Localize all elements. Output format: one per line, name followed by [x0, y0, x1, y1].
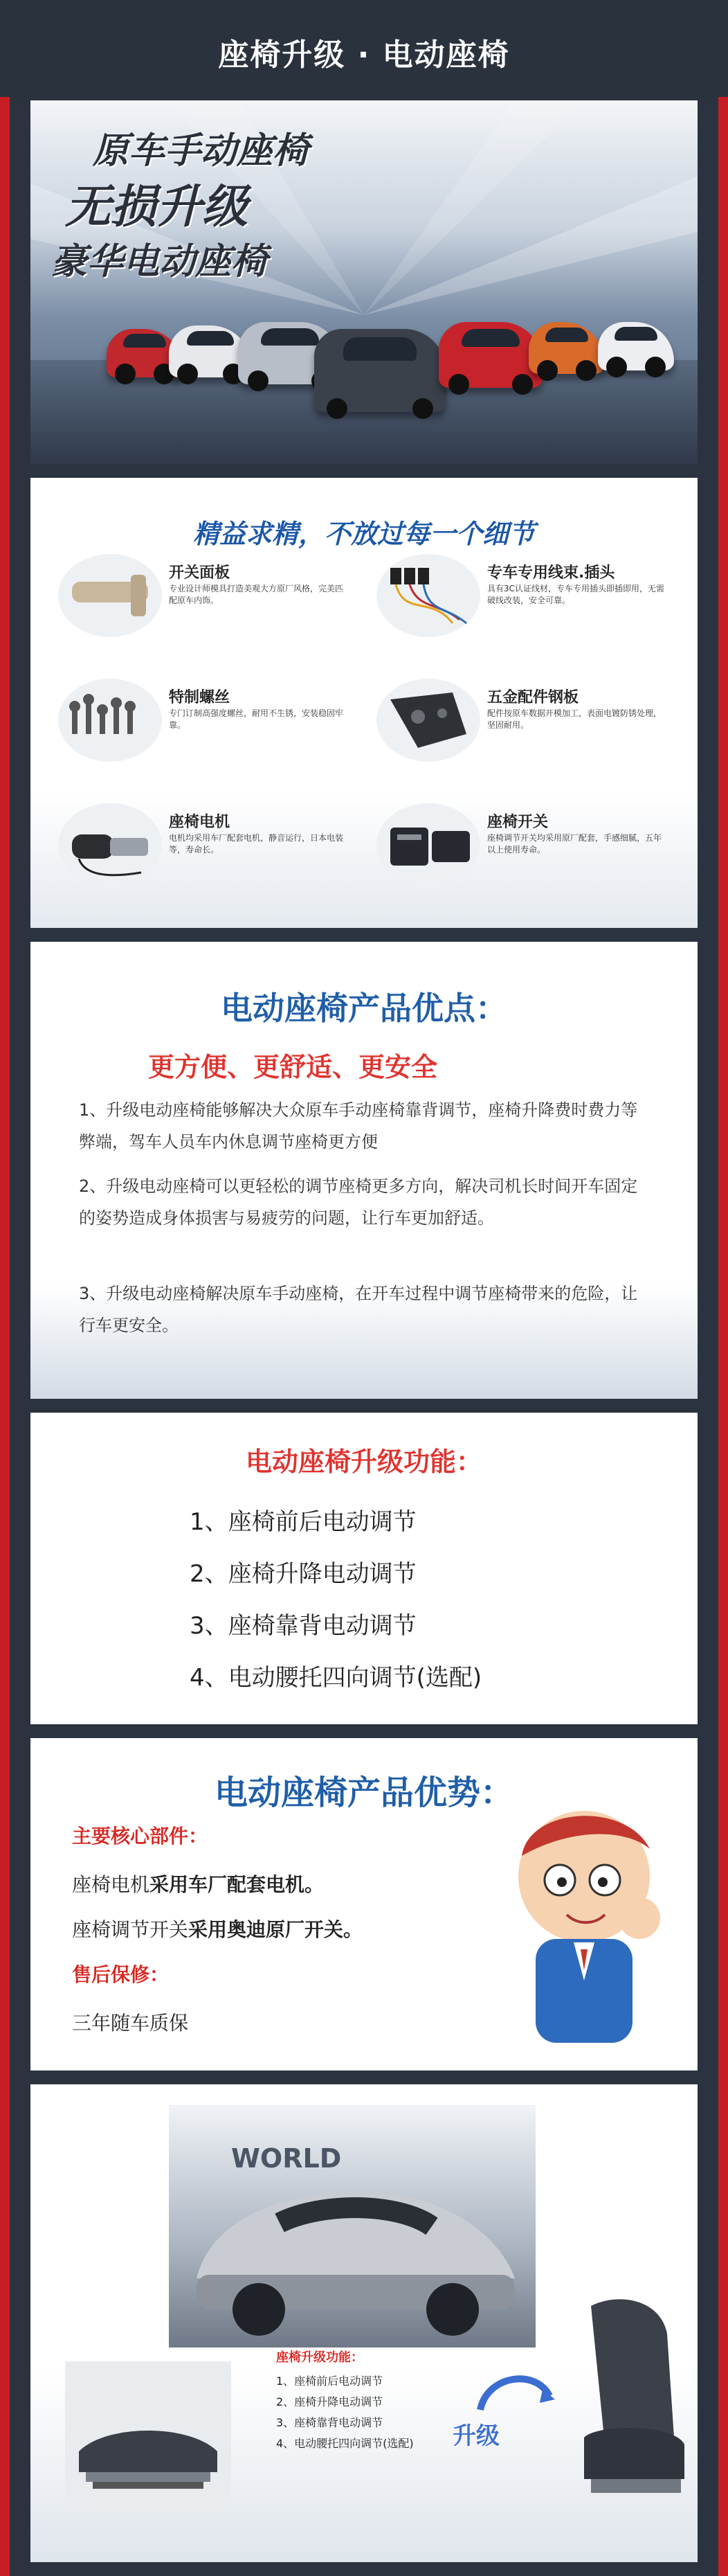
- feature-desc: 电机均采用车厂配套电机，静音运行，日本电装等，寿命长。: [169, 833, 344, 855]
- hero-banner: [30, 100, 698, 464]
- seat-motor-image: [58, 803, 162, 886]
- callout-item-2: 2、座椅升降电动调节: [276, 2395, 383, 2408]
- warranty-label: 售后保修：: [72, 1963, 170, 1986]
- car-photo: [169, 2105, 536, 2347]
- page-title: 座椅升级 · 电动座椅: [218, 37, 510, 73]
- seat-switch-image: [376, 803, 480, 886]
- feature-desc: 专业设计师模具打造美观大方原厂风格，完美匹配原车内饰。: [169, 584, 344, 605]
- feature-wiring-harness: [376, 554, 681, 637]
- motor-line: [72, 1870, 324, 1897]
- feature-screws: [58, 679, 363, 762]
- car-red-right: [439, 322, 543, 388]
- feature-title: 特制螺丝: [169, 689, 230, 706]
- switch-line: [72, 1915, 363, 1942]
- page-header: [0, 0, 728, 104]
- advantages-section: [30, 942, 698, 1399]
- motor-value: 采用车厂配套电机。: [149, 1873, 325, 1896]
- showcase-section: [30, 2084, 698, 2562]
- callout-item-1: 1、座椅前后电动调节: [276, 2374, 383, 2388]
- feature-seat-motor: [58, 803, 363, 886]
- banner-line-2: 无损升级: [65, 180, 248, 233]
- callout-item-4: 4、电动腰托四向调节(选配): [276, 2437, 414, 2450]
- feature-desc: 座椅调节开关均采用原厂配套，手感细腻，五年以上使用寿命。: [487, 833, 662, 855]
- callout-item-3: 3、座椅靠背电动调节: [276, 2416, 383, 2429]
- feature-seat-switch: [376, 803, 681, 886]
- warranty-value: 三年随车质保: [72, 2012, 189, 2034]
- upgrade-arrow-icon: [473, 2368, 556, 2417]
- feature-title: 五金配件钢板: [487, 689, 579, 706]
- function-item-3: 3、座椅靠背电动调节: [190, 1612, 417, 1640]
- banner-line-1: 原车手动座椅: [93, 130, 309, 172]
- feature-steel-plate: [376, 679, 681, 762]
- feature-desc: 配件按原车数据开模加工，表面电镀防锈处理，坚固耐用。: [487, 708, 662, 730]
- feature-title: 专车专用线束.插头: [487, 564, 615, 582]
- advantage-point-1: 1、升级电动座椅能够解决大众原车手动座椅靠背调节，座椅升降费时费力等弊端，驾车人员车内休息调节座椅更方便: [79, 1100, 638, 1152]
- functions-title: 电动座椅升级功能：: [245, 1447, 482, 1477]
- feature-switch-panel: [58, 554, 363, 637]
- function-item-2: 2、座椅升降电动调节: [190, 1560, 417, 1588]
- advantage-point-2: 2、升级电动座椅可以更轻松的调节座椅更多方向，解决司机长时间开车固定的姿势造成身体损害与易疲劳的问题，让行车更加舒适。: [79, 1177, 638, 1228]
- feature-desc: 具有3C认证线材，专车专用插头即插即用，无需破线改装，安全可靠。: [487, 584, 665, 605]
- advantage-point-3: 3、升级电动座椅解决原车手动座椅，在开车过程中调节座椅带来的危险，让行车更安全。: [79, 1284, 638, 1335]
- core-parts-label: 主要核心部件：: [72, 1825, 208, 1848]
- feature-title: 开关面板: [169, 564, 230, 582]
- benefits-title: 电动座椅产品优势：: [214, 1773, 513, 1812]
- advantages-subtitle: 更方便、更舒适、更安全: [148, 1051, 438, 1082]
- functions-section: [30, 1413, 698, 1724]
- function-callout: [276, 2347, 456, 2534]
- feature-title: 座椅电机: [169, 814, 230, 831]
- motor-prefix: 座椅电机: [72, 1873, 150, 1896]
- power-seat-photo: [563, 2292, 688, 2521]
- advantages-title: 电动座椅产品优点：: [221, 990, 507, 1027]
- upgrade-label: 升级: [453, 2422, 500, 2450]
- switch-value: 采用奥迪原厂开关。: [188, 1918, 363, 1941]
- cartoon-mascot-image: [487, 1800, 681, 2064]
- world-text: WORLD: [231, 2143, 342, 2174]
- switch-panel-image: [58, 554, 162, 637]
- screws-image: [58, 679, 162, 762]
- function-item-1: 1、座椅前后电动调节: [190, 1508, 417, 1536]
- car-dark-center: [314, 329, 446, 412]
- details-section: [30, 478, 698, 928]
- function-item-4: 4、电动腰托四向调节(选配): [190, 1664, 482, 1692]
- callout-title: 座椅升级功能：: [276, 2350, 363, 2365]
- feature-desc: 专门订制高强度螺丝，耐用不生锈，安装稳固牢靠。: [169, 708, 344, 730]
- seat-rail-photo: [65, 2361, 231, 2514]
- details-title: 精益求精，不放过每一个细节: [192, 519, 535, 549]
- switch-prefix: 座椅调节开关: [72, 1918, 189, 1941]
- banner-line-3: 豪华电动座椅: [51, 241, 268, 283]
- benefits-section: [30, 1738, 698, 2070]
- feature-title: 座椅开关: [487, 814, 549, 831]
- wiring-harness-image: [376, 554, 480, 637]
- steel-plate-image: [376, 679, 480, 762]
